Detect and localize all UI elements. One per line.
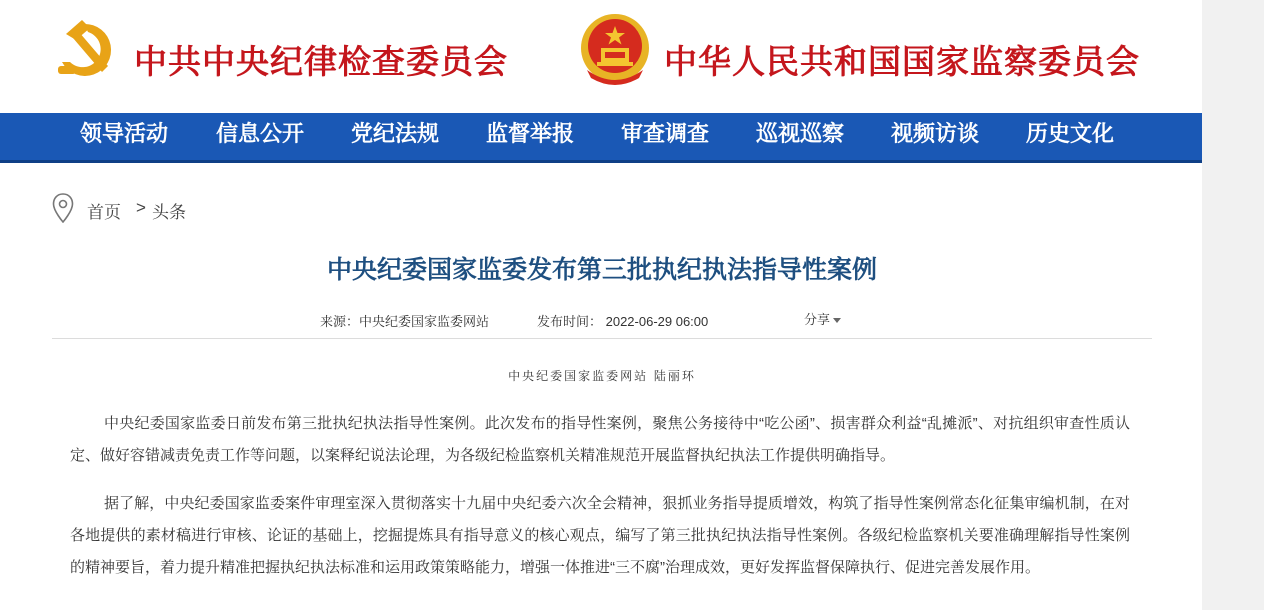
nav-item-information[interactable]: 信息公开 (216, 121, 305, 147)
location-pin-icon (52, 193, 74, 223)
article-paragraph: 中央纪委国家监委日前发布第三批执纪执法指导性案例。此次发布的指导性案例，聚焦公务接待中“吃公函”、损害群众利益“乱摊派”、对抗组织审查性质认定、做好容错减责免责工作等问题，以案释纪说法论理，为各级纪检监察机关精准规范开展监督执纪执法工作提供明确指导。 (70, 415, 1130, 464)
cpc-commission-title: 中共中央纪律检查委员会 (134, 42, 508, 81)
nav-item-investigation[interactable]: 审查调查 (621, 121, 710, 147)
nav-item-leadership[interactable]: 领导活动 (80, 121, 169, 147)
chevron-down-icon (833, 318, 841, 323)
article-byline: 中央纪委国家监委网站 陆丽环 (508, 369, 696, 383)
article-title: 中央纪委国家监委发布第三批执纪执法指导性案例 (326, 256, 877, 284)
site-header (0, 0, 1202, 113)
nav-item-inspection[interactable]: 巡视巡察 (756, 121, 845, 147)
breadcrumb-separator: > (136, 198, 146, 217)
main-navigation (0, 113, 1202, 163)
national-supervision-title: 中华人民共和国国家监察委员会 (664, 42, 1140, 81)
nav-item-regulations[interactable]: 党纪法规 (351, 121, 440, 147)
share-button[interactable] (804, 309, 841, 328)
nav-item-video[interactable]: 视频访谈 (891, 121, 980, 147)
nav-item-history[interactable]: 历史文化 (1026, 121, 1115, 147)
divider (52, 338, 1152, 339)
nav-item-reporting[interactable]: 监督举报 (486, 121, 575, 147)
party-emblem-icon (52, 14, 122, 84)
article-publish-time: 发布时间： 2022-06-29 06:00 (537, 314, 709, 329)
breadcrumb-current[interactable]: 头条 (152, 203, 186, 222)
article-paragraph: 据了解，中央纪委国家监委案件审理室深入贯彻落实十九届中央纪委六次全会精神，狠抓业务指导提质增效，构筑了指导性案例常态化征集审编机制，在对各地提供的素材稿进行审核、论证的基础上，挖掘提炼具有指导意义的核心观点，编写了第三批执纪执法指导性案例。各级纪检监察机关要准确理解指导性案例的精神要旨，着力提升精准把握执纪执法标准和运用政策策略能力，增强一体推进“三不腐”治理成效，更好发挥监督保障执行、促进完善发展作用。 (70, 495, 1130, 576)
share-label: 分享 (804, 312, 831, 327)
breadcrumb-home-link[interactable]: 首页 (87, 203, 121, 222)
page-side-background (1202, 0, 1264, 610)
article-source: 来源：中央纪委国家监委网站 (320, 314, 490, 329)
national-emblem-icon (577, 12, 653, 88)
